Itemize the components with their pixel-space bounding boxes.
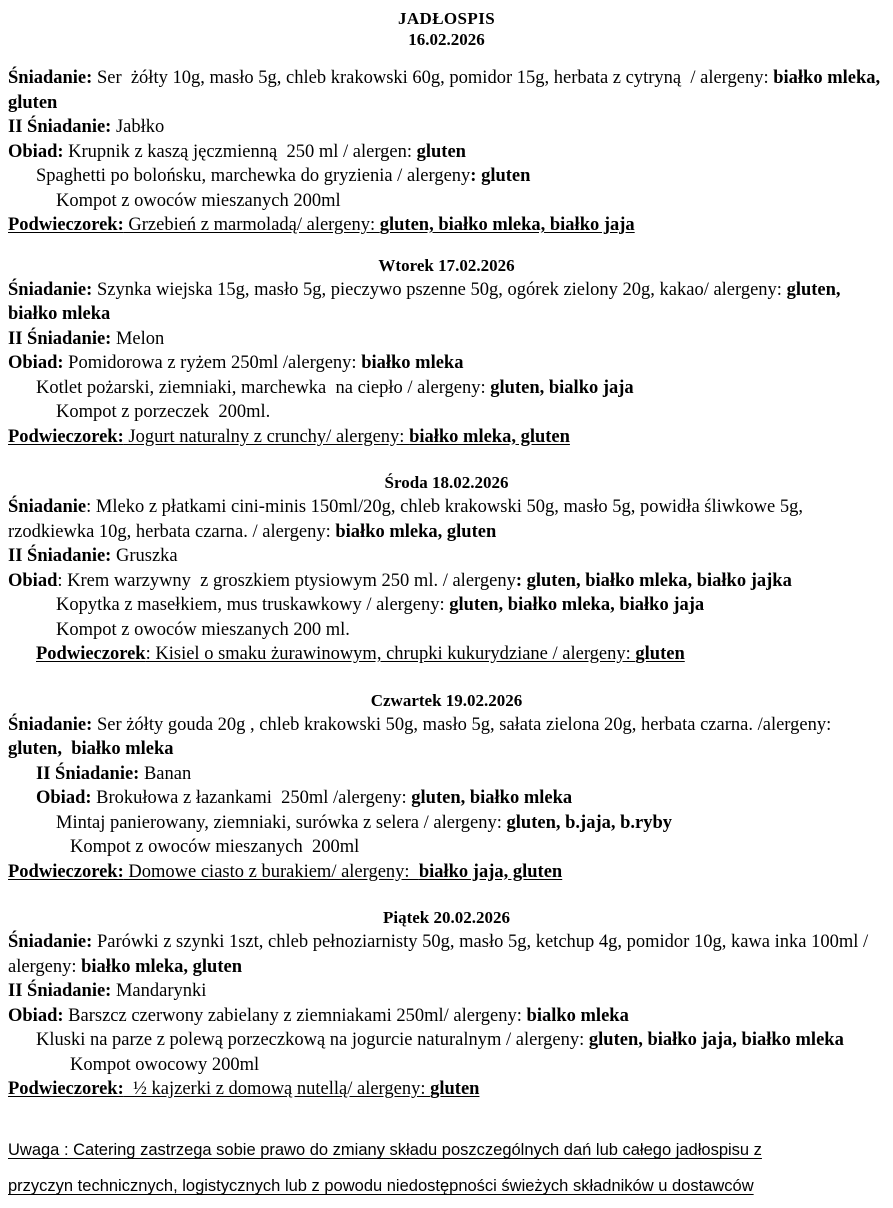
meal-label: Podwieczorek [36, 644, 146, 664]
meal-label: Śniadanie: [8, 279, 93, 300]
allergen-list: gluten [635, 644, 685, 664]
menu-line [8, 351, 885, 376]
day-section [0, 689, 893, 885]
page-title-date: 16.02.2026 [408, 30, 485, 49]
day-heading: Środa 18.02.2026 [384, 473, 509, 492]
menu-line [8, 593, 885, 618]
allergen-list: białko mleka, gluten [8, 68, 885, 113]
menu-line [8, 811, 885, 836]
meal-description: Jogurt naturalny z crunchy/ alergeny: [123, 426, 410, 447]
allergen-list: gluten, białko mleka, białko jaja [449, 595, 705, 615]
allergen-list: gluten, białko jaja, białko mleka [588, 1030, 844, 1050]
meal-label: II Śniadanie: [8, 117, 112, 137]
allergen-list: gluten, białko mleka [8, 739, 174, 759]
meal-description: Krupnik z kaszą jęczmienną 250 ml / alergen: [63, 141, 417, 162]
menu-line [8, 278, 885, 327]
allergen-list: : gluten, białko mleka, białko jajka [515, 570, 792, 591]
meal-description: Parówki z szynki 1szt, chleb pełnoziarnisty 50g, masło 5g, ketchup 4g, pomidor 10g, kawa inka 100ml / alergeny: [8, 932, 873, 977]
footer-line-1: Uwaga : Catering zastrzega sobie prawo do zmiany składu poszczególnych dań lub całego jadłospisu z [8, 1141, 762, 1159]
meal-description: : Mleko z płatkami cini-minis 150ml/20g, chleb krakowski 50g, masło 5g, powidła śliwkowe 5g, rzodkiewka 10g, herbata czarna. / alergeny: [8, 497, 808, 542]
allergen-list: bialko mleka [526, 1005, 629, 1026]
meal-label: Śniadanie: [8, 714, 93, 735]
menu-line [8, 860, 885, 885]
allergen-list: gluten, białko mleka [8, 279, 846, 324]
meal-label: II Śniadanie: [8, 328, 112, 349]
menu-line [8, 979, 885, 1004]
meal-description: Banan [139, 763, 192, 784]
menu-line [8, 1053, 885, 1078]
allergen-list: białko jaja, gluten [418, 861, 563, 882]
meal-description: Szynka wiejska 15g, masło 5g, pieczywo pszenne 50g, ogórek zielony 20g, kakao/ alergeny: [92, 279, 787, 300]
menu-line [8, 189, 885, 214]
menu-line [8, 400, 885, 425]
day-section [0, 906, 893, 1102]
meal-label: II Śniadanie: [8, 981, 112, 1001]
menu-line [8, 642, 885, 667]
menu-line [8, 762, 885, 787]
page-title: JADŁOSPIS [397, 9, 496, 28]
allergen-list: gluten, bialko jaja [490, 377, 634, 398]
day-heading: Wtorek 17.02.2026 [378, 255, 515, 275]
section-spacer [0, 667, 893, 689]
day-section [0, 254, 893, 450]
section-spacer [0, 50, 893, 66]
footer-line-2: przyczyn technicznych, logistycznych lub z powodu niedostępności świeżych składników u dostawców [8, 1177, 754, 1195]
meal-description: Kompot owocowy 200ml [70, 1054, 260, 1075]
meal-label: Obiad: [36, 788, 92, 808]
allergen-list: gluten, białko mleka [411, 788, 573, 808]
menu-line [8, 544, 885, 569]
menu-line [8, 140, 885, 165]
allergen-list: gluten, b.jaja, b.ryby [506, 812, 673, 833]
meal-label: Obiad: [8, 1005, 64, 1026]
meal-label: Podwieczorek: [8, 861, 124, 882]
menu-line [8, 1004, 885, 1029]
meal-label: II Śniadanie: [36, 763, 140, 784]
meal-description: Kompot z porzeczek 200ml. [56, 402, 271, 422]
menu-line [8, 164, 885, 189]
allergen-list: : gluten [470, 166, 531, 186]
allergen-list: gluten, białko mleka, białko jaja [379, 215, 635, 235]
allergen-list: białko mleka, gluten [81, 956, 242, 977]
meal-label: II Śniadanie: [8, 546, 112, 566]
meal-label: Podwieczorek: [8, 426, 124, 447]
meal-description: Mandarynki [111, 981, 207, 1001]
menu-line [8, 376, 885, 401]
meal-description: Domowe ciasto z burakiem/ alergeny: [123, 861, 419, 882]
menu-line [8, 618, 885, 643]
meal-label: Obiad [8, 570, 58, 591]
meal-label: Śniadanie [8, 497, 87, 517]
menu-line [8, 213, 885, 238]
meal-label: Podwieczorek: [8, 1079, 124, 1099]
day-heading: Piątek 20.02.2026 [382, 908, 511, 927]
meal-description: Kopytka z masełkiem, mus truskawkowy / alergeny: [56, 595, 450, 615]
meal-label: Podwieczorek: [8, 215, 124, 235]
meal-description: Gruszka [111, 546, 178, 566]
meal-description: Kompot z owoców mieszanych 200 ml. [56, 619, 350, 640]
meal-description: Brokułowa z łazankami 250ml /alergeny: [91, 788, 412, 808]
meal-description: Kompot z owoców mieszanych 200ml [56, 190, 341, 211]
menu-line [8, 115, 885, 140]
menu-line [8, 1077, 885, 1102]
day-section [0, 471, 893, 667]
meal-description: Melon [111, 328, 165, 349]
menu-line [8, 713, 885, 762]
section-spacer [0, 238, 893, 254]
menu-line [8, 930, 885, 979]
meal-description: Barszcz czerwony zabielany z ziemniakami 250ml/ alergeny: [63, 1005, 527, 1026]
menu-line [8, 835, 885, 860]
menu-line [8, 786, 885, 811]
menu-line [8, 495, 885, 544]
menu-document [0, 8, 893, 1208]
day-section [0, 66, 893, 238]
meal-description: Kotlet pożarski, ziemniaki, marchewka na ciepło / alergeny: [36, 377, 491, 398]
allergen-list: białko mleka [361, 353, 464, 373]
menu-line [8, 1028, 885, 1053]
meal-description: Mintaj panierowany, ziemniaki, surówka z selera / alergeny: [56, 812, 507, 833]
meal-description: : Kisiel o smaku żurawinowym, chrupki kukurydziane / alergeny: [145, 644, 636, 664]
meal-description: Grzebień z marmoladą/ alergeny: [123, 215, 380, 235]
days-container [0, 50, 893, 1102]
footer-disclaimer [8, 1132, 885, 1204]
menu-line [8, 569, 885, 594]
meal-label: Śniadanie: [8, 68, 93, 88]
meal-description: Jabłko [111, 117, 165, 137]
allergen-list: gluten [416, 141, 466, 162]
meal-description: : Krem warzywny z groszkiem ptysiowym 250 ml. / alergeny [57, 570, 516, 591]
meal-description: Kluski na parze z polewą porzeczkową na jogurcie naturalnym / alergeny: [36, 1030, 589, 1050]
menu-line [8, 425, 885, 450]
menu-line [8, 327, 885, 352]
meal-description: ½ kajzerki z domową nutellą/ alergeny: [123, 1079, 431, 1099]
meal-description: Pomidorowa z ryżem 250ml /alergeny: [63, 353, 362, 373]
allergen-list: gluten [430, 1079, 480, 1099]
allergen-list: białko mleka, gluten [409, 426, 570, 447]
meal-label: Obiad: [8, 353, 64, 373]
day-heading: Czwartek 19.02.2026 [370, 690, 523, 710]
meal-description: Kompot z owoców mieszanych 200ml [70, 837, 360, 857]
menu-line [8, 66, 885, 115]
meal-label: Obiad: [8, 141, 64, 162]
meal-label: Śniadanie: [8, 932, 93, 952]
section-spacer [0, 449, 893, 471]
section-spacer [0, 884, 893, 906]
meal-description: Spaghetti po bolońsku, marchewka do gryzienia / alergeny [36, 166, 471, 186]
allergen-list: białko mleka, gluten [335, 521, 497, 542]
meal-description: Ser żółty gouda 20g , chleb krakowski 50g, masło 5g, sałata zielona 20g, herbata czarna. /alergeny: [92, 714, 836, 735]
meal-description: Ser żółty 10g, masło 5g, chleb krakowski 60g, pomidor 15g, herbata z cytryną / alergeny: [92, 68, 774, 88]
